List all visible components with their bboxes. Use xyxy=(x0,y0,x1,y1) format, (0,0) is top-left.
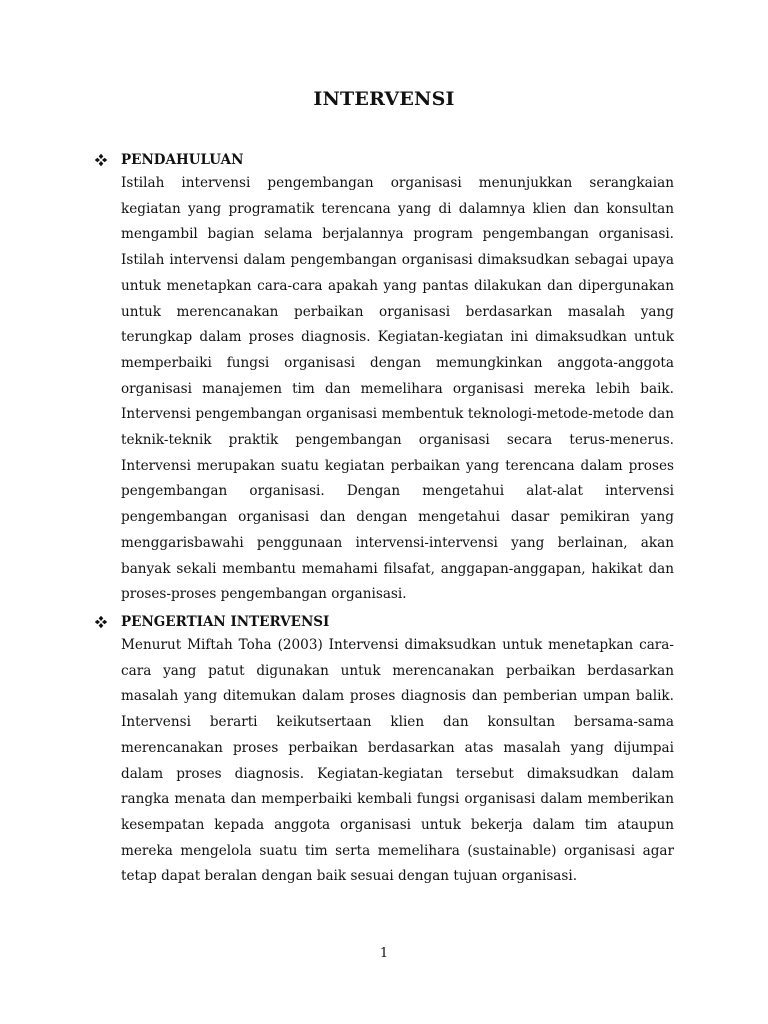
diamond-bullet-icon xyxy=(94,615,108,629)
section-paragraph: Menurut Miftah Toha (2003) Intervensi dimaksudkan untuk menetapkan cara-cara yang patut digunakan untuk merencanakan perbaikan berdasarkan masalah yang ditemukan dalam proses diagnosis dan pemberian umpan balik. Intervensi berarti keikutsertaan klien dan konsultan bersama-sama merencanakan proses perbaikan berdasarkan atas masalah yang dijumpai dalam proses diagnosis. Kegiatan-kegiatan tersebut dimaksudkan dalam rangka menata dan memperbaiki kembali fungsi organisasi dalam memberikan kesempatan kepada anggota organisasi untuk bekerja dalam tim ataupun mereka mengelola suatu tim serta memelihara (sustainable) organisasi agar tetap dapat beralan dengan baik sesuai dengan tujuan organisasi. xyxy=(121,637,674,885)
section-heading xyxy=(94,149,674,171)
section-pendahuluan xyxy=(94,149,674,608)
section-paragraph: Istilah intervensi pengembangan organisasi menunjukkan serangkaian kegiatan yang programatik terencana yang di dalamnya klien dan konsultan mengambil bagian selama berjalannya program pengembangan organisasi. Istilah intervensi dalam pengembangan organisasi dimaksudkan sebagai upaya untuk menetapkan cara-cara apakah yang pantas dilakukan dan dipergunakan untuk merencanakan perbaikan organisasi berdasarkan masalah yang terungkap dalam proses diagnosis. Kegiatan-kegiatan ini dimaksudkan untuk memperbaiki fungsi organisasi dengan memungkinkan anggota-anggota organisasi manajemen tim dan memelihara organisasi mereka lebih baik. Intervensi pengembangan organisasi membentuk teknologi-metode-metode dan teknik-teknik praktik pengembangan organisasi secara terus-menerus. Intervensi merupakan suatu kegiatan perbaikan yang terencana dalam proses pengembangan organisasi. Dengan mengetahui alat-alat intervensi pengembangan organisasi dan dengan mengetahui dasar pemikiran yang menggarisbawahi penggunaan intervensi-intervensi yang berlainan, akan banyak sekali membantu memahami filsafat, anggapan-anggapan, hakikat dan proses-proses pengembangan organisasi. xyxy=(121,175,674,603)
section-body xyxy=(121,633,674,890)
section-heading-label: PENGERTIAN INTERVENSI xyxy=(121,614,330,630)
document-title: INTERVENSI xyxy=(313,88,455,110)
page-number: 1 xyxy=(379,946,389,961)
section-pengertian-intervensi xyxy=(94,611,674,890)
diamond-bullet-icon xyxy=(94,153,108,167)
section-body xyxy=(121,171,674,608)
section-heading xyxy=(94,611,674,633)
section-heading-label: PENDAHULUAN xyxy=(121,152,244,168)
